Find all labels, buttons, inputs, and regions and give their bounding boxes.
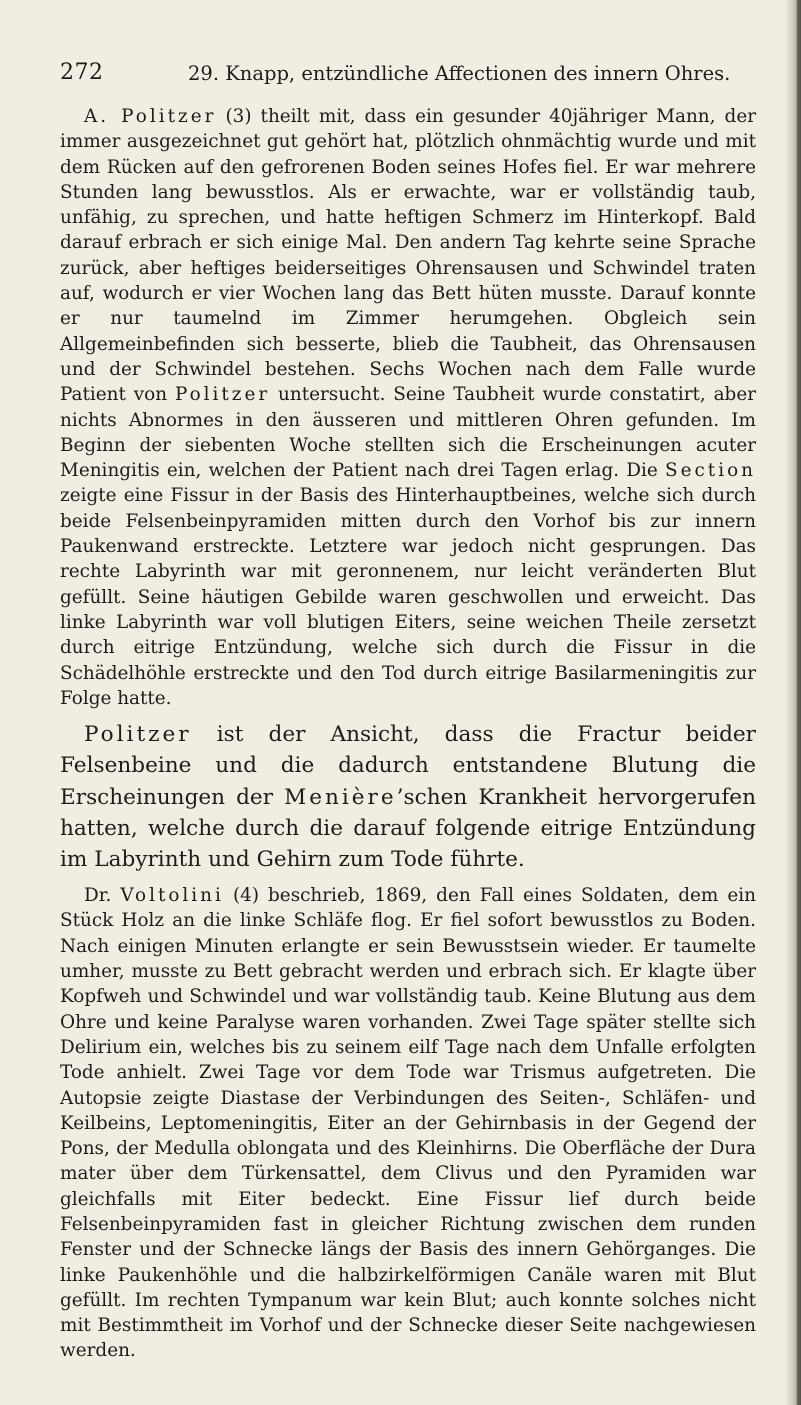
- paragraph-text: ’schen Krankheit hervorgerufen hatten, welche durch die darauf folgende eitrige Entzündung im Labyrinth und Gehirn zum Tode führte.: [60, 784, 756, 872]
- body-text: [60, 104, 756, 1364]
- running-head-title: 29. Knapp, entzündliche Affectionen des innern Ohres.: [188, 62, 731, 85]
- page-number: 272: [60, 60, 104, 85]
- paragraph-voltolini-case: [60, 883, 756, 1364]
- emphasized-term: Section: [665, 460, 756, 482]
- author-name: Politzer: [174, 384, 271, 406]
- person-name: Menière: [284, 784, 397, 810]
- paragraph-politzer-conclusion: [60, 719, 756, 875]
- title-prefix: Dr.: [84, 885, 121, 907]
- paragraph-text: untersucht. Seine Taubheit wurde constatirt, aber nichts Abnormes in den äusseren und mittleren Ohren gefunden. Im Beginn der siebenten Woche stellten sich die Erscheinungen acuter Meningitis ein, welchen der Patient nach drei Tagen erlag. Die: [60, 384, 756, 482]
- running-header: [60, 60, 760, 90]
- author-name: A. Politzer: [84, 106, 217, 127]
- page-edge: [797, 0, 801, 1405]
- paragraph-politzer-case: [60, 104, 756, 711]
- author-name: Voltolini: [120, 885, 224, 907]
- paragraph-text: (3) theilt mit, dass ein gesunder 40jähriger Mann, der immer ausgezeichnet gut gehört hat, plötzlich ohnmächtig wurde und mit dem Rücken auf den gefrorenen Boden seines Hofes fiel. Er war mehrere Stunden lang bewusstlos. Als er erwachte, war er vollständig taub, unfähig, zu sprechen, und hatte heftigen Schmerz im Hinterkopf. Bald darauf erbrach er sich einige Mal. Den andern Tag kehrte seine Sprache zurück, aber heftiges beiderseitiges Ohrensausen und Schwindel traten auf, wodurch er vier Wochen lang das Bett hüten musste. Darauf konnte er nur taumelnd im Zimmer herumgehen. Obgleich sein Allgemeinbefinden sich besserte, blieb die Taubheit, das Ohrensausen und der Schwindel bestehen. Sechs Wochen nach dem Falle wurde Patient von: [60, 106, 756, 406]
- paragraph-text: (4) beschrieb, 1869, den Fall eines Soldaten, dem ein Stück Holz an die linke Schläfe flog. Er fiel sofort bewusstlos zu Boden. Nach einigen Minuten erlangte er sein Bewusstsein wieder. Er taumelte umher, musste zu Bett gebracht werden und erbrach sich. Er klagte über Kopfweh und Schwindel und war vollständig taub. Keine Blutung aus dem Ohre und keine Paralyse waren vorhanden. Zwei Tage später stellte sich Delirium ein, welches bis zu seinem eilf Tage nach dem Unfalle erfolgten Tode anhielt. Zwei Tage vor dem Tode war Trismus aufgetreten. Die Autopsie zeigte Diastase der Verbindungen des Seiten-, Schläfen- und Keilbeins, Leptomeningitis, Eiter an der Gehirnbasis in der Gegend der Pons, der Medulla oblongata und des Kleinhirns. Die Oberfläche der Dura mater über dem Türkensattel, dem Clivus und den Pyramiden war gleichfalls mit Eiter bedeckt. Eine Fissur lief durch beide Felsenbeinpyramiden fast in gleicher Richtung zwischen dem runden Fenster und der Schnecke längs der Basis des innern Gehörganges. Die linke Paukenhöhle und die halbzirkelförmigen Canäle waren mit Blut gefüllt. Im rechten Tympanum war kein Blut; auch konnte solches nicht mit Bestimmtheit im Vorhof und der Schnecke dieser Seite nachgewiesen werden.: [60, 885, 756, 1362]
- author-name: Politzer: [84, 722, 192, 748]
- paragraph-text: zeigte eine Fissur in der Basis des Hinterhauptbeines, welche sich durch beide Felsenbeinpyramiden mitten durch den Vorhof bis zur innern Paukenwand erstreckte. Letztere war jedoch nicht gesprungen. Das rechte Labyrinth war mit geronnenem, nur leicht veränderten Blut gefüllt. Seine häutigen Gebilde waren geschwollen und erweicht. Das linke Labyrinth war voll blutigen Eiters, seine weichen Theile zersetzt durch eitrige Entzündung, welche sich durch die Fissur in die Schädelhöhle erstreckte und den Tod durch eitrige Basilarmeningitis zur Folge hatte.: [60, 485, 756, 709]
- paragraph-text: ist der Ansicht, dass die Fractur beider Felsenbeine und die dadurch entstandene Blutung die Erscheinungen der: [60, 722, 756, 810]
